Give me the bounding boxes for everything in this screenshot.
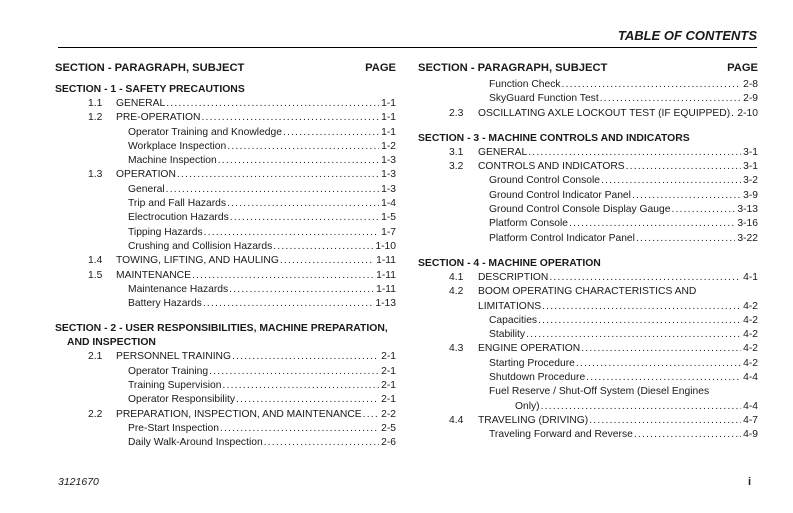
toc-entry-title: Crushing and Collision Hazards <box>128 240 273 252</box>
toc-entry-title: Starting Procedure <box>489 357 575 369</box>
toc-entry[interactable] <box>418 371 758 385</box>
toc-entry[interactable] <box>55 226 396 240</box>
toc-entry[interactable] <box>55 183 396 197</box>
toc-entry[interactable] <box>418 203 758 217</box>
dot-leader <box>549 271 741 285</box>
toc-entry-leader-row <box>128 197 396 211</box>
column-header-subject: SECTION - PARAGRAPH, SUBJECT <box>418 62 608 74</box>
dot-leader <box>218 154 379 168</box>
toc-entry-leader-row <box>478 146 758 160</box>
dot-leader <box>363 408 379 422</box>
dot-leader <box>220 422 379 436</box>
dot-leader <box>541 400 742 414</box>
toc-entry-title: Ground Control Console <box>489 175 601 187</box>
toc-entry-page: 2-9 <box>743 93 758 105</box>
toc-entry-page: 2-1 <box>381 394 396 406</box>
toc-entry-page: 2-1 <box>381 365 396 377</box>
toc-entry[interactable] <box>418 300 758 314</box>
toc-entry-number: 2.3 <box>449 107 464 119</box>
dot-leader <box>600 92 741 106</box>
toc-entry[interactable] <box>55 97 396 111</box>
toc-entry-title: Trip and Fall Hazards <box>128 198 227 210</box>
toc-entry-title: Training Supervision <box>128 380 222 392</box>
toc-entry-leader-row <box>116 350 396 364</box>
dot-leader <box>209 365 379 379</box>
toc-entry-page: 1-11 <box>376 283 396 295</box>
dot-leader <box>586 371 741 385</box>
toc-entry[interactable] <box>55 436 396 450</box>
dot-leader <box>201 111 379 125</box>
toc-entry-page: 3-9 <box>743 189 758 201</box>
toc-entry[interactable] <box>418 217 758 231</box>
column-header-page: PAGE <box>365 62 396 74</box>
dot-leader <box>569 217 735 231</box>
toc-entry-leader-row <box>128 154 396 168</box>
toc-entry[interactable] <box>55 379 396 393</box>
toc-entry-leader-row <box>116 97 396 111</box>
toc-entry-leader-row <box>128 126 396 140</box>
toc-entry-leader-row <box>489 428 758 442</box>
toc-entry-page: 4-2 <box>743 314 758 326</box>
dot-leader <box>576 357 741 371</box>
toc-entry-leader-row <box>478 160 758 174</box>
dot-leader <box>542 300 741 314</box>
toc-entry[interactable] <box>418 107 758 121</box>
dot-leader <box>227 140 379 154</box>
dot-leader <box>528 146 741 160</box>
toc-entry-page: 4-2 <box>743 329 758 341</box>
toc-entry-leader-row <box>489 385 758 399</box>
toc-entry-leader-row <box>478 342 758 356</box>
column-header-page: PAGE <box>727 62 758 74</box>
toc-entry-leader-row <box>478 414 758 428</box>
toc-entry[interactable] <box>418 271 758 285</box>
toc-entry-title: Function Check <box>489 79 561 90</box>
toc-entry-title: Platform Control Indicator Panel <box>489 232 635 244</box>
column-header-left <box>55 62 396 78</box>
toc-entry-leader-row <box>489 78 758 92</box>
toc-entry-title: TOWING, LIFTING, AND HAULING <box>116 255 279 267</box>
toc-entry-title: Capacities <box>489 314 538 326</box>
toc-entry-page: 3-2 <box>743 175 758 187</box>
toc-entry-page: 1-3 <box>381 169 396 181</box>
toc-entry-title: Battery Hazards <box>128 298 202 310</box>
toc-entry-leader-row <box>478 300 758 314</box>
toc-entry[interactable] <box>418 385 758 399</box>
toc-entry[interactable] <box>55 297 396 311</box>
toc-entry[interactable] <box>418 92 758 106</box>
toc-entry-leader-row <box>128 422 396 436</box>
toc-entry-title: Pre-Start Inspection <box>128 422 219 434</box>
section-heading: AND INSPECTION <box>67 337 156 349</box>
toc-entry-page: 1-13 <box>375 298 396 310</box>
toc-entry-leader-row <box>128 393 396 407</box>
toc-entry-title: OPERATION <box>116 169 176 181</box>
toc-entry[interactable] <box>418 78 758 92</box>
toc-entry-title: Traveling Forward and Reverse <box>489 429 633 441</box>
toc-entry-title: Ground Control Console Display Gauge <box>489 204 671 216</box>
toc-entry-page: 3-1 <box>743 146 758 158</box>
toc-entry[interactable] <box>418 232 758 246</box>
toc-entry-page: 2-1 <box>381 351 396 363</box>
section-heading: SECTION - 3 - MACHINE CONTROLS AND INDICATORS <box>418 132 690 144</box>
toc-entry-number: 4.3 <box>449 343 464 355</box>
toc-entry-page: 2-10 <box>737 107 758 119</box>
toc-entry-page: 4-2 <box>743 357 758 369</box>
toc-entry[interactable] <box>418 285 758 299</box>
toc-entry-title: Maintenance Hazards <box>128 283 229 295</box>
toc-entry[interactable] <box>418 428 758 442</box>
toc-entry-leader-row <box>489 174 758 188</box>
toc-entry-page: 2-5 <box>381 422 396 434</box>
toc-entry-number: 1.2 <box>88 112 103 124</box>
dot-leader <box>601 174 741 188</box>
toc-entry-title: Tipping Hazards <box>128 226 203 238</box>
toc-entry-leader-row <box>116 168 396 182</box>
toc-entry-page: 4-2 <box>743 300 758 312</box>
section-heading: SECTION - 4 - MACHINE OPERATION <box>418 257 601 269</box>
toc-entry-leader-row <box>128 211 396 225</box>
dot-leader <box>636 232 735 246</box>
toc-entry[interactable] <box>55 408 396 422</box>
toc-entry-leader-row <box>128 140 396 154</box>
column-header-right <box>418 62 758 78</box>
toc-entry-title: BOOM OPERATING CHARACTERISTICS AND <box>478 286 697 298</box>
toc-entry[interactable] <box>55 140 396 154</box>
dot-leader <box>230 211 379 225</box>
toc-entry-number: 1.3 <box>88 169 103 181</box>
toc-entry[interactable] <box>55 126 396 140</box>
dot-leader <box>283 126 379 140</box>
toc-entry-number: 2.1 <box>88 351 103 363</box>
toc-entry-page: 1-10 <box>375 240 396 252</box>
toc-entry-number: 3.2 <box>449 161 464 173</box>
toc-entry-title: Only) <box>515 400 540 412</box>
toc-entry[interactable] <box>55 283 396 297</box>
dot-leader <box>671 203 735 217</box>
toc-entry-leader-row <box>116 254 396 268</box>
toc-entry-number: 4.1 <box>449 271 464 283</box>
toc-entry-number: 2.2 <box>88 408 103 420</box>
toc-entry-page: 2-6 <box>381 437 396 449</box>
toc-entry-page: 3-22 <box>737 232 758 244</box>
toc-entry-leader-row <box>128 240 396 254</box>
toc-entry-page: 1-2 <box>381 140 396 152</box>
toc-entry-number: 1.4 <box>88 255 103 267</box>
toc-entry-leader-row <box>489 92 758 106</box>
toc-right-body <box>418 78 758 443</box>
dot-leader <box>166 183 379 197</box>
toc-entry-leader-row <box>128 297 396 311</box>
toc-left-body <box>55 83 396 451</box>
section-heading: SECTION - 2 - USER RESPONSIBILITIES, MACHINE PREPARATION, <box>55 323 388 335</box>
toc-entry-title: General <box>128 183 165 195</box>
toc-entry-page: 1-1 <box>381 112 396 124</box>
dot-leader <box>581 342 741 356</box>
toc-entry-title: LIMITATIONS <box>478 300 542 312</box>
toc-entry-title: Operator Responsibility <box>128 394 236 406</box>
toc-entry-page: 4-7 <box>743 414 758 426</box>
toc-entry[interactable] <box>55 350 396 364</box>
dot-leader <box>264 436 379 450</box>
toc-entry-leader-row <box>489 232 758 246</box>
toc-entry-page: 4-4 <box>743 400 758 412</box>
toc-entry[interactable] <box>418 314 758 328</box>
toc-entry[interactable] <box>55 254 396 268</box>
toc-entry-page: 1-4 <box>381 198 396 210</box>
toc-entry-leader-row <box>128 436 396 450</box>
toc-entry-title: PERSONNEL TRAINING <box>116 351 232 363</box>
dot-leader <box>227 197 379 211</box>
toc-entry-leader-row <box>489 314 758 328</box>
toc-entry-leader-row <box>128 379 396 393</box>
toc-entry-page: 1-1 <box>381 98 396 109</box>
section-heading: SECTION - 1 - SAFETY PRECAUTIONS <box>55 84 245 95</box>
header-rule <box>58 47 757 48</box>
toc-entry-title: Ground Control Indicator Panel <box>489 189 631 201</box>
toc-entry[interactable] <box>418 189 758 203</box>
toc-entry-title: Operator Training <box>128 365 209 377</box>
toc-entry-leader-row <box>489 203 758 217</box>
toc-entry-page: 1-11 <box>376 269 396 281</box>
toc-entry-title: Electrocution Hazards <box>128 212 229 224</box>
toc-left-column <box>55 62 396 451</box>
toc-entry-title: Daily Walk-Around Inspection <box>128 437 263 449</box>
toc-entry-title: TRAVELING (DRIVING) <box>478 414 589 426</box>
toc-entry-page: 1-7 <box>381 226 396 238</box>
toc-entry-leader-row <box>128 365 396 379</box>
dot-leader <box>204 226 380 240</box>
dot-leader <box>538 314 741 328</box>
toc-entry-leader-row <box>478 271 758 285</box>
toc-entry-leader-row <box>515 400 758 414</box>
dot-leader <box>229 283 374 297</box>
toc-entry-leader-row <box>116 111 396 125</box>
dot-leader <box>626 160 741 174</box>
dot-leader <box>177 168 379 182</box>
toc-entry[interactable] <box>55 422 396 436</box>
toc-entry-leader-row <box>116 408 396 422</box>
toc-entry[interactable] <box>418 146 758 160</box>
toc-entry-page: 2-1 <box>381 380 396 392</box>
toc-entry-title: PRE-OPERATION <box>116 112 201 124</box>
dot-leader <box>589 414 741 428</box>
toc-entry-page: 3-16 <box>737 218 758 230</box>
toc-entry-number: 4.2 <box>449 286 464 298</box>
toc-entry-title: CONTROLS AND INDICATORS <box>478 161 625 173</box>
toc-entry[interactable] <box>55 269 396 283</box>
toc-entry-page: 3-13 <box>737 204 758 216</box>
toc-entry-page: 4-2 <box>743 343 758 355</box>
toc-entry-number: 1.1 <box>88 98 103 109</box>
toc-entry[interactable] <box>418 400 758 414</box>
column-header-subject: SECTION - PARAGRAPH, SUBJECT <box>55 62 245 74</box>
toc-entry-title: Workplace Inspection <box>128 140 227 152</box>
toc-entry-leader-row <box>128 226 396 240</box>
toc-entry-title: OSCILLATING AXLE LOCKOUT TEST (IF EQUIPPED) <box>478 107 731 119</box>
toc-entry-title: DESCRIPTION <box>478 271 549 283</box>
dot-leader <box>222 379 379 393</box>
toc-entry[interactable] <box>55 365 396 379</box>
document-number: 3121670 <box>58 476 99 488</box>
toc-entry-title: GENERAL <box>478 146 528 158</box>
toc-entry-title: ENGINE OPERATION <box>478 343 581 355</box>
toc-entry-title: Stability <box>489 329 526 341</box>
toc-entry-leader-row <box>478 285 758 299</box>
dot-leader <box>236 393 379 407</box>
toc-entry[interactable] <box>55 111 396 125</box>
toc-entry-page: 4-4 <box>743 372 758 384</box>
toc-entry-number: 4.4 <box>449 414 464 426</box>
dot-leader <box>273 240 373 254</box>
toc-entry-page: 1-1 <box>381 126 396 138</box>
toc-entry-number: 3.1 <box>449 146 464 158</box>
toc-entry-title: MAINTENANCE <box>116 269 191 281</box>
toc-entry-page: 4-9 <box>743 429 758 441</box>
toc-entry[interactable] <box>55 154 396 168</box>
dot-leader <box>203 297 374 311</box>
toc-entry[interactable] <box>418 414 758 428</box>
dot-leader <box>166 97 379 111</box>
dot-leader <box>280 254 374 268</box>
toc-entry-page: 3-1 <box>743 161 758 173</box>
page-number: i <box>747 476 751 488</box>
toc-entry-leader-row <box>128 283 396 297</box>
page-header-title: TABLE OF CONTENTS <box>617 28 757 43</box>
toc-entry[interactable] <box>418 328 758 342</box>
toc-entry-leader-row <box>489 217 758 231</box>
dot-leader <box>562 78 742 92</box>
toc-entry-page: 1-5 <box>381 212 396 224</box>
toc-entry-title: SkyGuard Function Test <box>489 93 599 105</box>
toc-entry-leader-row <box>489 328 758 342</box>
toc-entry-title: Operator Training and Knowledge <box>128 126 282 138</box>
toc-entry[interactable] <box>55 197 396 211</box>
dot-leader <box>192 269 374 283</box>
toc-entry-page: 2-2 <box>381 408 396 420</box>
toc-entry[interactable] <box>55 168 396 182</box>
toc-entry[interactable] <box>55 240 396 254</box>
toc-entry-title: Platform Console <box>489 218 568 230</box>
toc-entry[interactable] <box>418 342 758 356</box>
toc-entry-leader-row <box>128 183 396 197</box>
dot-leader <box>526 328 741 342</box>
toc-entry-title: PREPARATION, INSPECTION, AND MAINTENANCE <box>116 408 362 420</box>
toc-entry-number: 1.5 <box>88 269 103 281</box>
toc-entry[interactable] <box>55 393 396 407</box>
dot-leader <box>634 428 741 442</box>
dot-leader <box>632 189 741 203</box>
toc-entry-leader-row <box>478 107 758 121</box>
toc-entry-title: Shutdown Procedure <box>489 372 586 384</box>
toc-entry-page: 4-1 <box>743 271 758 283</box>
toc-entry-leader-row <box>489 189 758 203</box>
toc-entry-title: Machine Inspection <box>128 155 217 167</box>
toc-entry[interactable] <box>55 211 396 225</box>
toc-entry[interactable] <box>418 357 758 371</box>
toc-entry-page: 1-3 <box>381 155 396 167</box>
toc-right-column <box>418 62 758 443</box>
toc-entry-title: GENERAL <box>116 98 166 109</box>
toc-entry-title: Fuel Reserve / Shut-Off System (Diesel Engines <box>489 386 710 398</box>
dot-leader <box>232 350 379 364</box>
toc-entry-page: 1-11 <box>376 255 396 267</box>
toc-entry[interactable] <box>418 174 758 188</box>
toc-entry[interactable] <box>418 160 758 174</box>
toc-entry-leader-row <box>116 269 396 283</box>
toc-entry-page: 1-3 <box>381 183 396 195</box>
toc-entry-page: 2-8 <box>743 79 758 90</box>
toc-entry-leader-row <box>489 371 758 385</box>
toc-entry-leader-row <box>489 357 758 371</box>
